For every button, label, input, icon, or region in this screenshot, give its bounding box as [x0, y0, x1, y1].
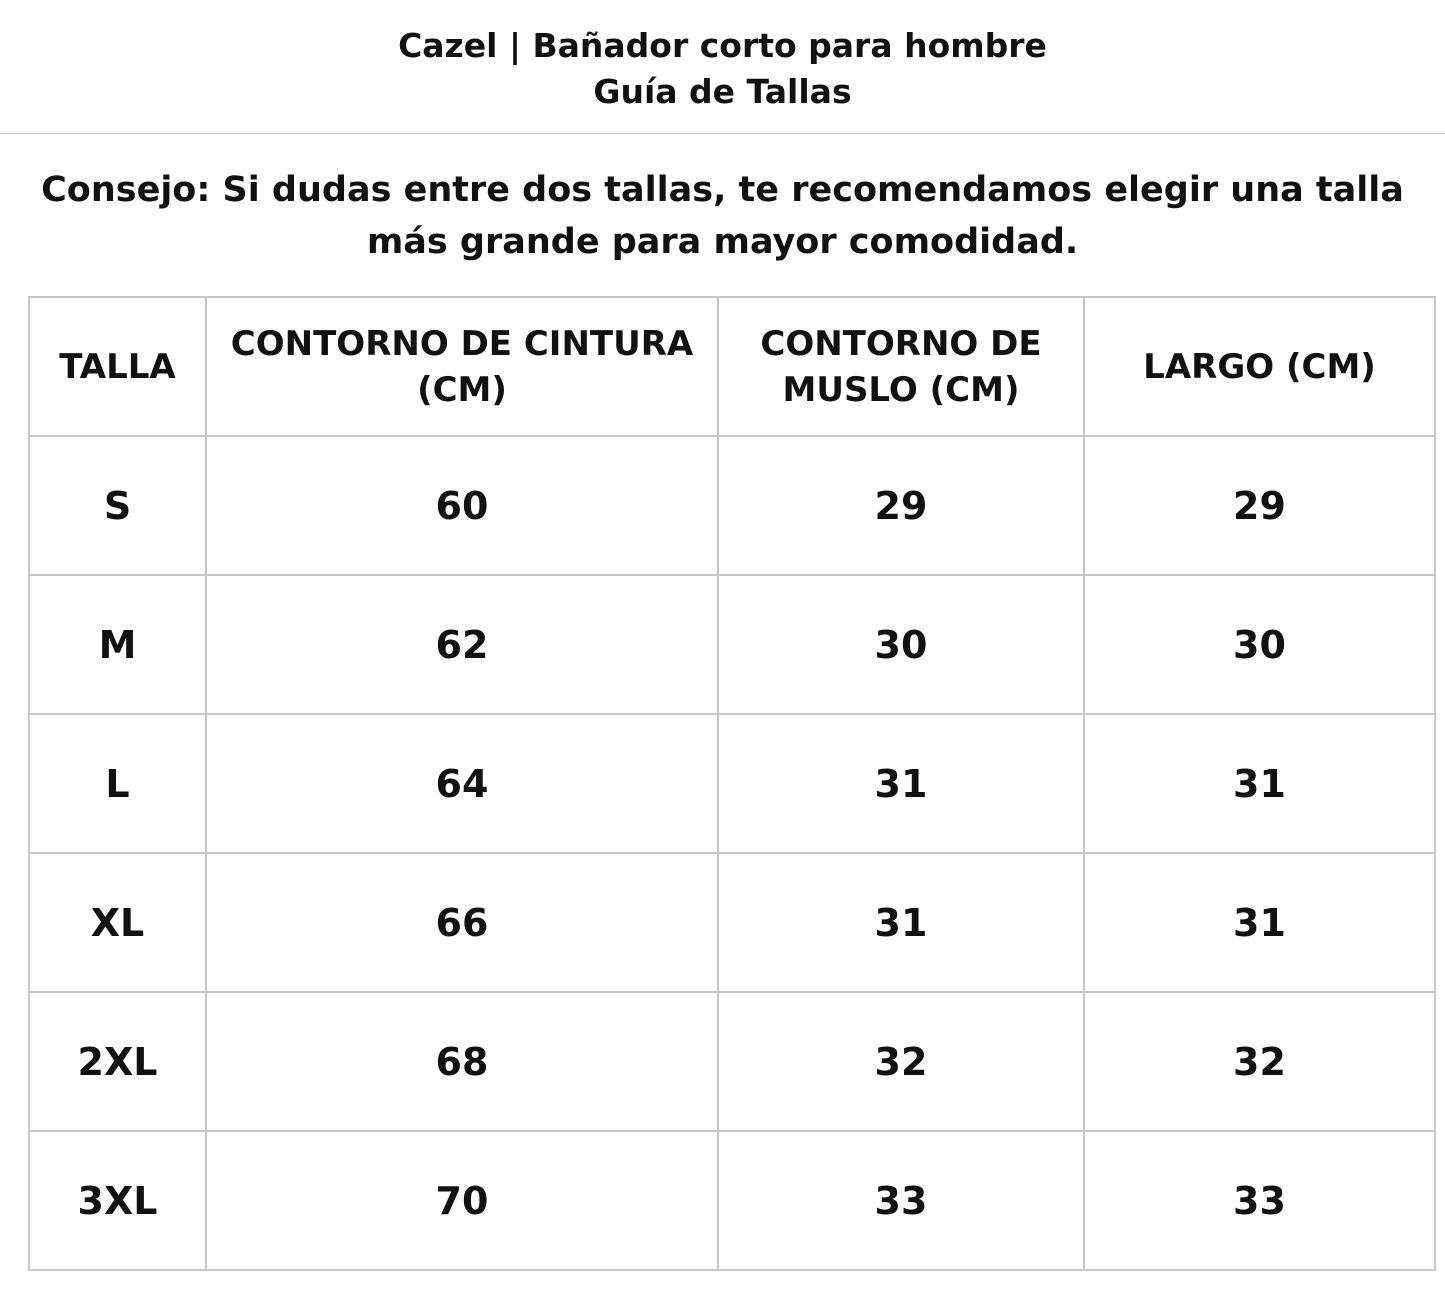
cell-thigh: 31: [718, 714, 1084, 853]
cell-thigh: 33: [718, 1131, 1084, 1270]
cell-size: M: [29, 575, 206, 714]
column-header-size: TALLA: [29, 297, 206, 436]
cell-size: 3XL: [29, 1131, 206, 1270]
table-header-row: [29, 297, 1435, 436]
size-tip: Consejo: Si dudas entre dos tallas, te recomendamos elegir una talla más grande para mayor comodidad.: [41, 170, 1404, 262]
cell-thigh: 30: [718, 575, 1084, 714]
cell-waist: 68: [206, 992, 718, 1131]
cell-length: 30: [1084, 575, 1435, 714]
column-header-thigh: CONTORNO DE MUSLO (CM): [718, 297, 1084, 436]
table-row: [29, 714, 1435, 853]
cell-waist: 66: [206, 853, 718, 992]
cell-waist: 70: [206, 1131, 718, 1270]
page-subtitle: Guía de Tallas: [593, 72, 852, 111]
cell-length: 33: [1084, 1131, 1435, 1270]
cell-length: 31: [1084, 853, 1435, 992]
column-header-waist: CONTORNO DE CINTURA (CM): [206, 297, 718, 436]
cell-size: L: [29, 714, 206, 853]
page-header: [0, 0, 1445, 134]
cell-waist: 62: [206, 575, 718, 714]
table-row: [29, 853, 1435, 992]
cell-thigh: 29: [718, 436, 1084, 575]
table-row: [29, 1131, 1435, 1270]
cell-size: 2XL: [29, 992, 206, 1131]
cell-thigh: 31: [718, 853, 1084, 992]
table-row: [29, 575, 1435, 714]
cell-size: S: [29, 436, 206, 575]
cell-length: 31: [1084, 714, 1435, 853]
cell-size: XL: [29, 853, 206, 992]
cell-waist: 64: [206, 714, 718, 853]
size-table: [28, 296, 1436, 1271]
cell-thigh: 32: [718, 992, 1084, 1131]
table-row: [29, 992, 1435, 1131]
table-row: [29, 436, 1435, 575]
page-title: Cazel | Bañador corto para hombre: [398, 26, 1047, 65]
cell-waist: 60: [206, 436, 718, 575]
cell-length: 32: [1084, 992, 1435, 1131]
column-header-length: LARGO (CM): [1084, 297, 1435, 436]
cell-length: 29: [1084, 436, 1435, 575]
